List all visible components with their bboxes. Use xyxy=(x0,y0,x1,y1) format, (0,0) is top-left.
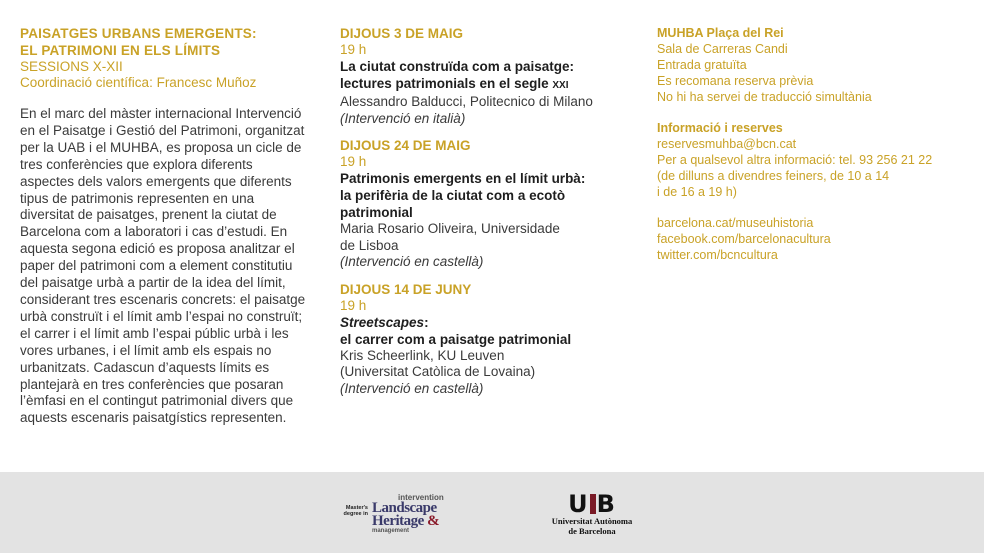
venue-title: MUHBA Plaça del Rei xyxy=(657,26,784,40)
venue-line: No hi ha servei de traducció simultània xyxy=(657,90,872,104)
event-date: DIJOUS 3 DE MAIG xyxy=(340,26,464,41)
event-language: (Intervenció en castellà) xyxy=(340,380,484,396)
event-title-line xyxy=(340,204,640,221)
ampersand-label: & xyxy=(427,513,440,529)
cycle-title-line-2: EL PATRIMONI EN ELS LÍMITS xyxy=(20,43,221,58)
uab-letter-u: U xyxy=(568,490,589,518)
event-block xyxy=(340,281,640,398)
event-time: 19 h xyxy=(340,42,367,57)
event-title-text: Patrimonis emergents en el límit urbà: xyxy=(340,171,586,186)
intro-line: aspectes dels valors emergents que diferents xyxy=(20,173,292,189)
event-block xyxy=(340,25,640,127)
event-title-text: la perifèria de la ciutat com a ecotò xyxy=(340,188,566,203)
event-title-line xyxy=(340,75,640,94)
uab-letter-b: B xyxy=(596,490,616,518)
event-date: DIJOUS 14 DE JUNY xyxy=(340,281,472,297)
event-date: DIJOUS 24 DE MAIG xyxy=(340,138,471,153)
intervention-label: intervention xyxy=(398,493,444,502)
masters-degree-label: Master's degree in xyxy=(343,505,368,517)
intro-line: urbà construït i el límit amb l’espai no construït; xyxy=(20,308,303,324)
intro-line: tres conferències que explora diferents xyxy=(20,156,253,172)
intro-line: paper del patrimoni com a element constitutiu xyxy=(20,258,293,274)
event-title-line xyxy=(340,170,640,187)
intro-line: plantejarà en tres conferències que posaran xyxy=(20,376,284,392)
intro-line: vores urbanes, i el límit amb els espais no xyxy=(20,342,272,358)
web-link[interactable]: facebook.com/barcelonacultura xyxy=(657,232,831,246)
intro-line: considerant tres escenaris concrets: el paisatge xyxy=(20,291,306,307)
intro-column xyxy=(20,25,320,427)
intro-line: en el Paisatge i Gestió del Patrimoni, organitzat xyxy=(20,122,305,138)
event-title-text: La ciutat construïda com a paisatge: xyxy=(340,59,575,74)
intro-line: aquesta segona edició es proposa analitzar el xyxy=(20,241,295,257)
event-speaker: (Universitat Catòlica de Lovaina) xyxy=(340,364,536,379)
footer-band xyxy=(0,472,984,553)
reservations-title: Informació i reserves xyxy=(657,121,783,135)
intro-line: del paisatge urbà a partir de la idea del límit, xyxy=(20,275,286,291)
intro-line: urbanitzats. Cadascun d’aquests límits es xyxy=(20,359,270,375)
event-speaker: Alessandro Balducci, Politecnico di Milano xyxy=(340,94,593,109)
reservations-line: Per a qualsevol altra informació: tel. 93 256 21 22 xyxy=(657,153,933,167)
reservations-line: (de dilluns a divendres feiners, de 10 a 14 xyxy=(657,169,890,183)
heritage-label: Heritage xyxy=(372,513,424,529)
venue-line: Entrada gratuïta xyxy=(657,58,747,72)
web-link[interactable]: barcelona.cat/museuhistoria xyxy=(657,216,814,230)
century-label: XXI xyxy=(552,80,569,91)
management-label: management xyxy=(372,528,410,534)
event-time: 19 h xyxy=(340,297,367,313)
event-title-text: el carrer com a paisatge patrimonial xyxy=(340,331,572,347)
cycle-title-line-1: PAISATGES URBANS EMERGENTS: xyxy=(20,26,257,41)
event-speaker: de Lisboa xyxy=(340,237,399,253)
event-title-line xyxy=(340,314,640,331)
uab-name-line-1: Universitat Autònoma xyxy=(551,516,633,526)
events-column xyxy=(340,25,640,407)
event-time: 19 h xyxy=(340,154,367,169)
intro-line: aquests escenaris paisatgístics representen. xyxy=(20,410,287,426)
sessions-label: SESSIONS X-XII xyxy=(20,59,123,74)
event-title-italic: Streetscapes xyxy=(340,314,425,330)
coordination-label: Coordinació científica: Francesc Muñoz xyxy=(20,75,257,90)
event-title-line xyxy=(340,187,640,204)
event-title-line xyxy=(340,58,640,75)
event-block xyxy=(340,137,640,271)
event-title-text: patrimonial xyxy=(340,205,413,220)
landscape-heritage-logo xyxy=(342,493,450,539)
uab-logo xyxy=(544,492,640,540)
intro-line: l’èmfasi en el contingut patrimonial divers que xyxy=(20,393,294,409)
event-title-line xyxy=(340,331,640,348)
landscape-label: Landscape xyxy=(372,500,437,516)
intro-line: per la UAB i el MUHBA, es proposa un cicle de xyxy=(20,139,302,155)
intro-line: tipus de patrimonis representen en una xyxy=(20,190,255,206)
venue-line: Es recomana reserva prèvia xyxy=(657,74,814,88)
intro-line: diversitat de paisatges, prenent la ciutat de xyxy=(20,207,277,223)
event-title-colon: : xyxy=(424,314,429,330)
intro-line: el carrer i el límit amb l’espai públic urbà i les xyxy=(20,325,289,341)
intro-line: En el marc del màster internacional Intervenció xyxy=(20,106,302,121)
venue-line: Sala de Carreras Candi xyxy=(657,42,788,56)
uab-wordmark xyxy=(544,492,640,516)
web-link[interactable]: twitter.com/bcncultura xyxy=(657,248,778,262)
event-title-text: lectures patrimonials en el segle xyxy=(340,76,549,91)
event-speaker: Maria Rosario Oliveira, Universidade xyxy=(340,221,560,236)
intro-line: Barcelona com a laboratori i cas d’estudi. En xyxy=(20,224,288,240)
info-column xyxy=(657,25,977,263)
event-speaker: Kris Scheerlink, KU Leuven xyxy=(340,347,505,363)
reservations-line: i de 16 a 19 h) xyxy=(657,185,737,199)
reservations-email-link[interactable]: reservesmuhba@bcn.cat xyxy=(657,137,797,151)
event-language: (Intervenció en italià) xyxy=(340,110,466,126)
event-language: (Intervenció en castellà) xyxy=(340,254,484,269)
intro-paragraph xyxy=(20,106,320,427)
uab-a-mark xyxy=(590,494,596,514)
uab-name-line-2: de Barcelona xyxy=(568,526,616,536)
